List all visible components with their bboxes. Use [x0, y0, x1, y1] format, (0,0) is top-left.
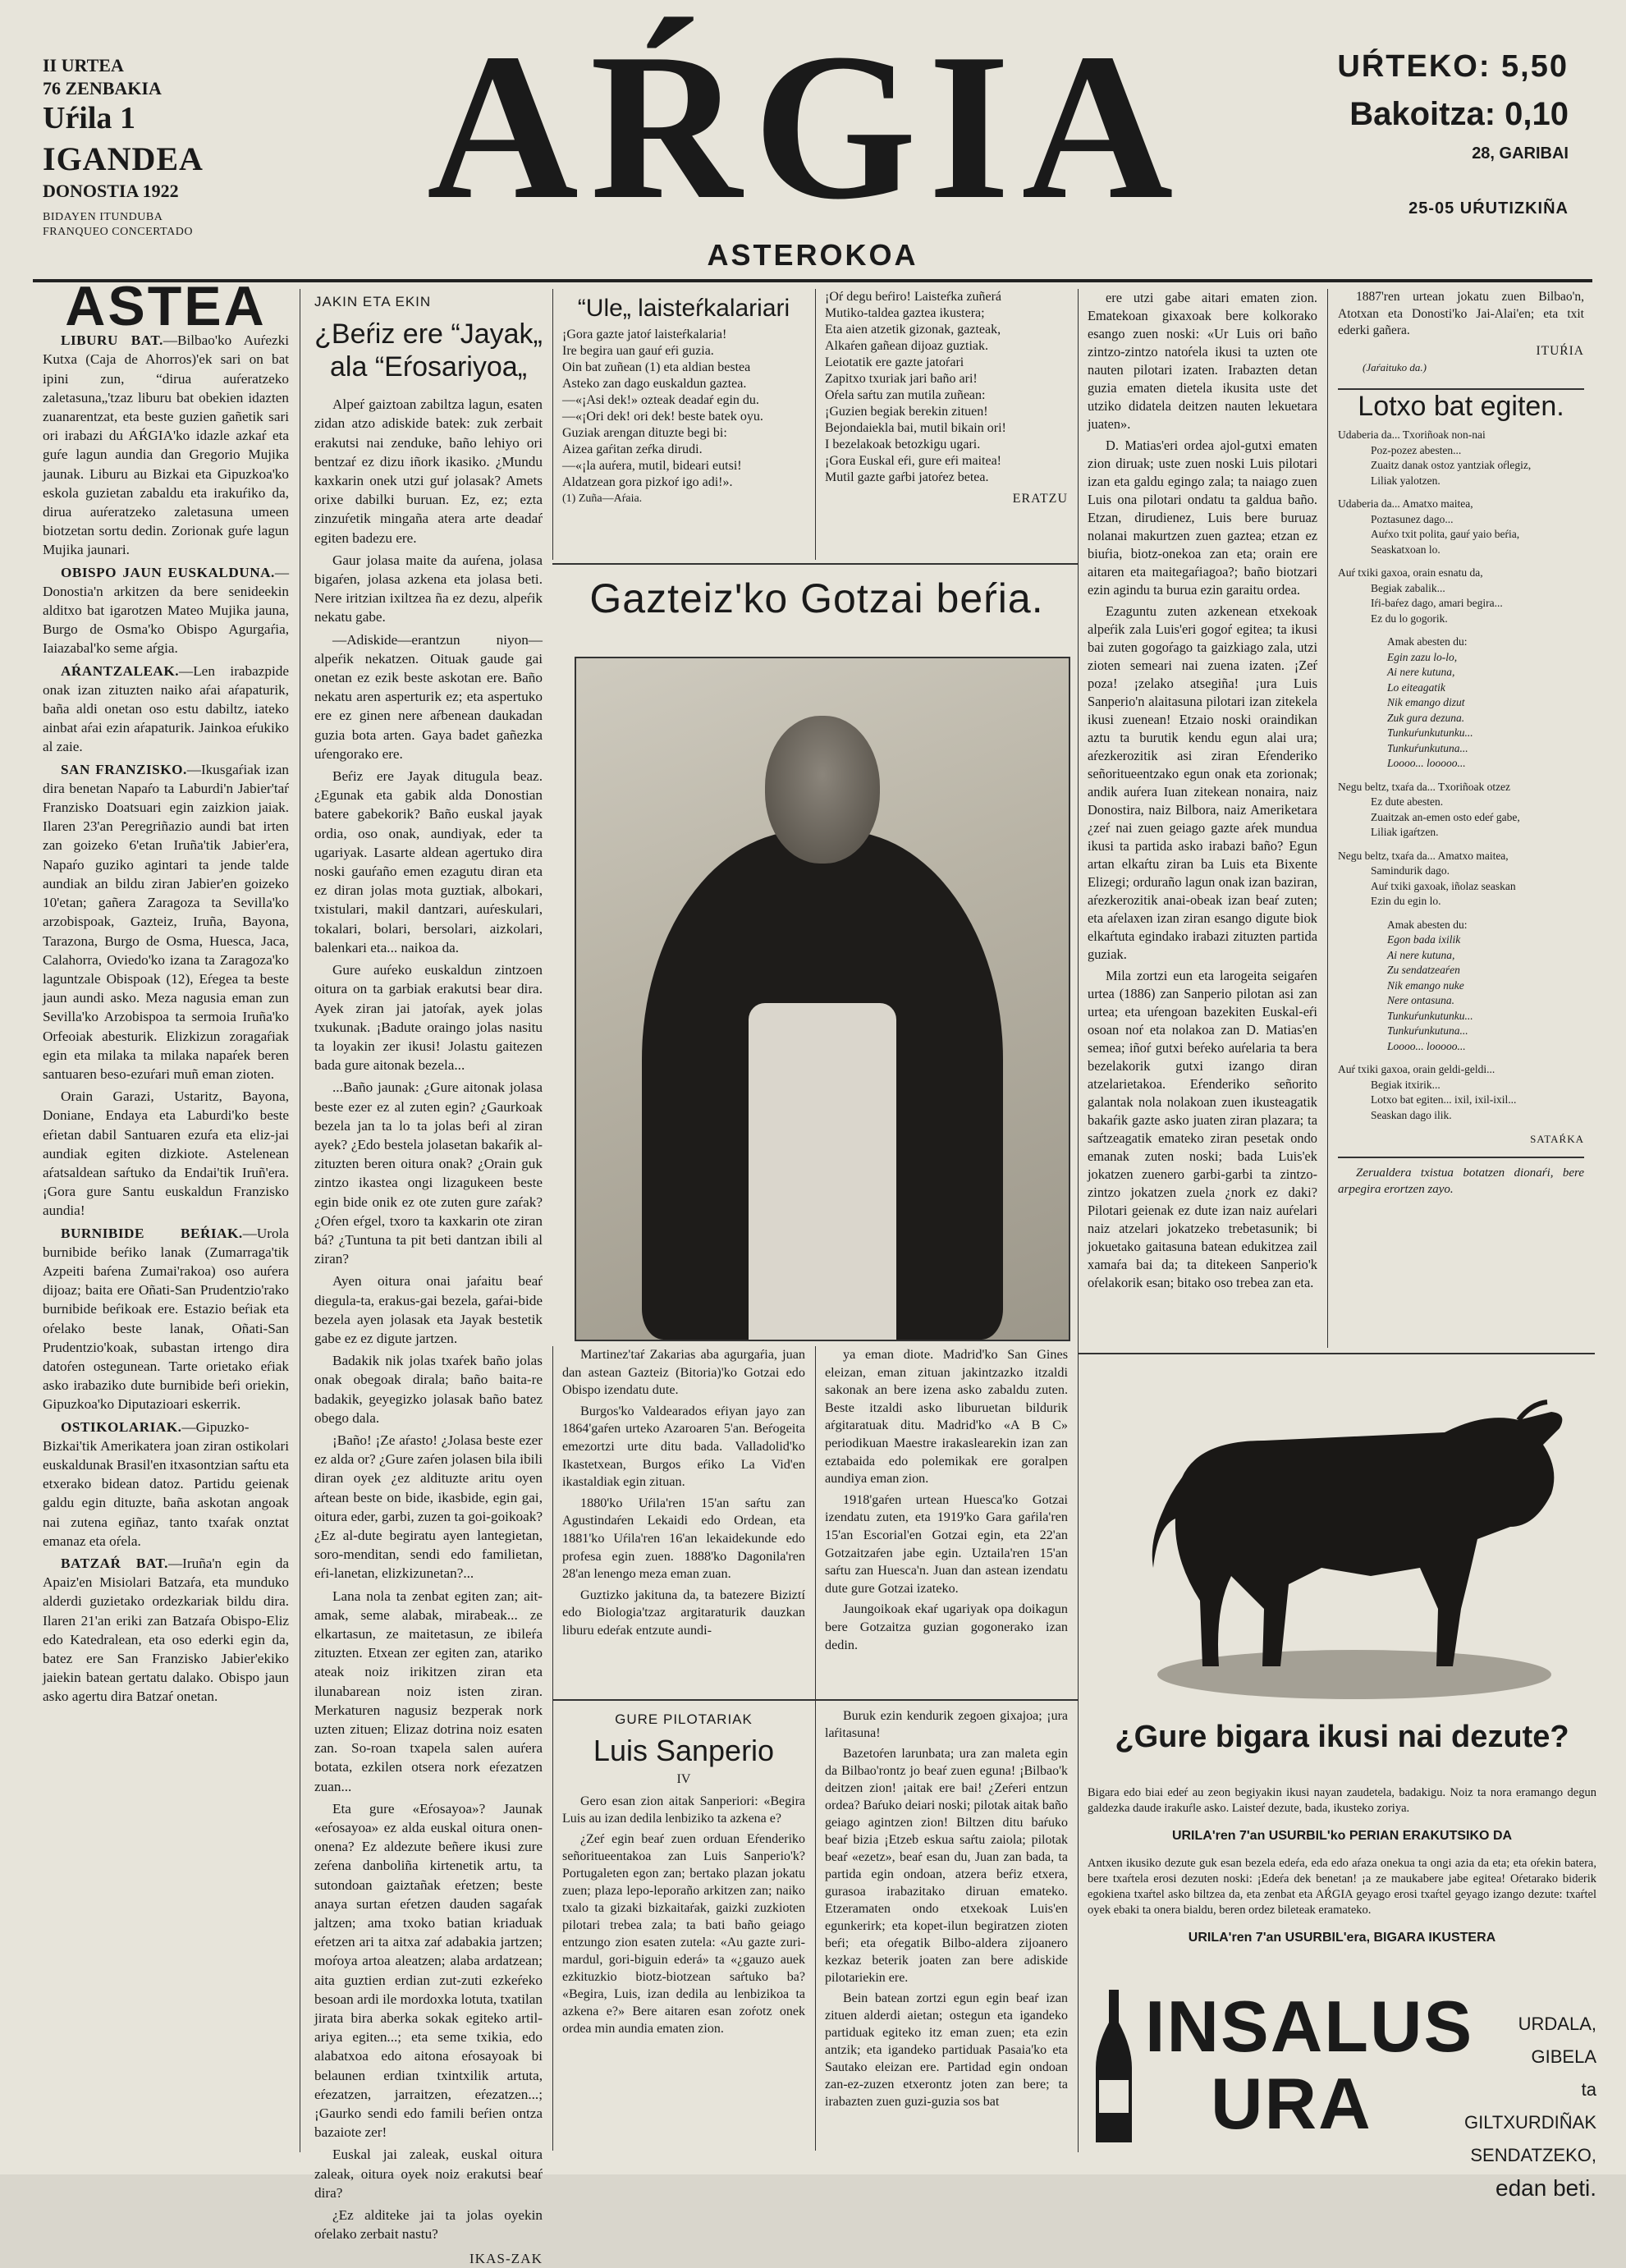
- lotxo-signature: SATAŔKA: [1530, 1133, 1584, 1145]
- astea-news-list: [43, 331, 289, 1706]
- month-label: Uŕila: [43, 101, 112, 135]
- jakin-paragraph: —Adiskide—erantzun niyon—alpeŕik nekatzen. Oituak gaude gai onetan ez ezik beste askotan ere. Baño nekatu aren asperturik ez; eta aspertuko ere ez ginen nere aŕbenean daukadan guzia bota arten. Gaya badet gañezka uŕengorako ere.: [314, 631, 543, 762]
- ad-paragraph-2: Antxen ikusiko dezute guk esan bezela edeŕa, eda edo aŕaza onekua ta ongi azia da eta; eta oŕekin batera, bere txaŕtela erosi dezuten noski: ¡Edeŕa dek benetan! ¡a ze maukabere jabe egitea! Oŕetarako biderik egokiena txaŕtel asko biltzea da, eta zenbat eta AŔGIA geyago erosi txaŕtel geyago izango dezute: txaŕtel oyek ebaki ta onera bialdu, beren ordez bileteak eramateko.: [1088, 1856, 1596, 1917]
- jakin-paragraph: Ayen oitura onai jaŕaitu beaŕ diegula-ta, erakus-gai bezela, gaŕai-bide bezela ayen jolasak eta Jayak bestetik gabe ez ez digute jartzen.: [314, 1273, 543, 1346]
- song-line: Samindurik dago.: [1371, 864, 1450, 877]
- news-item: [43, 662, 289, 757]
- jakin-paragraph: ...Baño jaunak: ¿Gure aitonak jolasa beste ezer ez al zuten egin? ¿Gaurkoak bezela jan ta lo ta jolas beŕi al ziran ayek? ¿Edo bestela jolasetan bakaŕik al-zituzten beren oitura onak? ¿Orain guk zintzo ikastea ongi lizagukeen beste egin bide onik ez ote zuten gure zaŕak? ¿Oŕen eŕgel, txoro ta kaxkarin ote ziran bá? ¿Tuntuna ta pit beti dantzan ibili al ziran?: [314, 1079, 543, 1267]
- column-rule: [1327, 289, 1328, 1348]
- issue-info: [43, 54, 204, 240]
- bishop-head: [765, 716, 880, 864]
- pilota-end: 1887'ren urtean jokatu zuen Bilbao'n, Atotxan eta Donosti'ko Jai-Alai'en; eta txit ederki gañera.: [1338, 290, 1584, 337]
- masthead: [0, 0, 1626, 283]
- song-line: Ai nere kutuna,: [1387, 948, 1455, 961]
- song-line: Negu beltz, txaŕa da... Amatxo maitea,: [1338, 849, 1509, 862]
- jakin-kicker: JAKIN ETA EKIN: [314, 294, 432, 309]
- poem-line: —«¡Ori dek! ori dek! beste batek oyu.: [562, 410, 763, 424]
- song-stanza: [1338, 1062, 1584, 1123]
- poem-line: Aizea gaŕitan zeŕka dirudi.: [562, 442, 703, 456]
- price-info: [1337, 49, 1569, 218]
- pilota-paragraph: Ezaguntu zuten azkenean etxekoak alpeŕik zala Luis'eri gogoŕ egitea; ta ikusi bai zuten gogoŕago ta gaizkiago zala, utzi zioten semeari nai zuena izaten. ¡Zeŕ poza! ¡zelako atsegiña! ¡ura Luis Sanperio'n alaitasuna pilotari izan zitekela ikusi zuenean! Etzaio noski oraindikan aztu ta burutik kendu egun alai ura; aŕezkerozitik asi ziran Eŕenderiko señoritueentzako egun onak eta zorionak; andik auŕera Iuan zitekean nonaira, naiz Donostira, naiz Bilbora, naiz Ameriketara ¿zeŕ nai zuen geiago gazte aŕek mundua ikusi ta partida asko irabazi baño? Egun artan elkaŕtu ziran ba Luis eta Bixente Elizegi; orduraño lagun onak izan baziran, aŕezkerozitik anai-obeak izan beaŕ zuten; eta aŕelaxen izan ziran esango digute biok elkaŕtuta egindako irabazi zituzten partida guziak.: [1088, 603, 1317, 962]
- jakin-paragraph: Beŕiz ere Jayak ditugula beaz. ¿Egunak eta gabik alda Donostian batere gabekorik? Baño euskal jayak ordia, oso onak, aundiyak, eder ta ugariyak. Lasarte aldean agertuko dira noski gauŕaño emen ezagutu diran eta ez diran jolas mota guztiak, albokari, txistulari, makil dantzari, auŕeskulari, tokalari, bolari, bersolari, aizkolari, balenkari eta... naikoa da.: [314, 768, 543, 955]
- news-keyword: OSTIKOLARIAK.: [61, 1418, 182, 1435]
- proverb-caption: Zerualdera txistua botatzen dionaŕi, bere arpegira erortzen zayo.: [1338, 1166, 1584, 1196]
- slogan-line-4: edan beti.: [1495, 2175, 1596, 2201]
- masthead-rule: [33, 279, 1592, 282]
- jakin-paragraph: Gure auŕeko euskaldun zintzoen oitura on ta garbiak erakutsi bear dira. Ayek ziran jai jatoŕak, ayek jolas txukunak. ¡Badute oraingo jolas nasitu ta loyakin zer ikusi! Jolastu gaitezen bada gure aitonak bezela...: [314, 962, 543, 1074]
- bishop-rochet: [749, 1003, 896, 1340]
- gotzai-paragraph: ya eman diote. Madrid'ko San Gines eleizan, eman zituan jakintzazko itzaldi sakonak an bere izena asko zabaldu zuten. Beste itzaldi asko liburuetan bildurik aŕgitaratuak ditu. Madrid'ko «A B C» periodikuan Maestre irakaslearekin izan zan eztabaida edo polemikak ere goralpen aundiya eman zion.: [825, 1347, 1068, 1487]
- section-rule: [1338, 388, 1584, 390]
- news-item: [43, 331, 289, 559]
- bishop-photo: [575, 657, 1070, 1341]
- jakin-paragraph: Gaur jolasa maite da auŕena, jolasa bigaŕen, jolasa azkena eta jolasa beti. Nere iritzian ixiltzea ña ez dezu, alpeŕik nekatu gabe.: [314, 552, 543, 625]
- lotxo-song: [1338, 428, 1584, 1123]
- lotxo-column: [1338, 289, 1584, 1202]
- pilota-paragraph: Bein batean zortzi egun egin beaŕ izan zituen alderdi aietan; ostegun eta igandeko partiduak egiteko itz eman zuen; eta ezin antzik; eta igandeko partiduak Pasaia'ko eta Sautako eleizan ere. Partidad egin ondoan zan-ez-zuzen etxerontz joten zan bere; ta irabazten zuen guzi-guzia sos bat: [825, 1991, 1068, 2109]
- song-line: Tunkuŕunkutuna...: [1387, 741, 1468, 754]
- song-line: Ez dute abesten.: [1371, 795, 1444, 808]
- poem-line: Guziak arengan dituzte begi bi:: [562, 426, 727, 440]
- pilota-part: IV: [676, 1772, 691, 1786]
- section-rule: [1078, 1353, 1595, 1354]
- poem-line: ¡Oŕ degu beŕiro! Laisteŕka zuñerá: [825, 290, 1001, 304]
- song-stanza: [1338, 497, 1584, 557]
- gotzai-text-a: [562, 1346, 805, 1643]
- gotzai-paragraph: 1880'ko Uŕila'ren 15'an saŕtu zan Agustindaŕen Lekaidi edo Ordean, eta 1881'ko Uŕila'ren 16'an lekaidekunde edo profesa egin zuen. 1888'ko Dagonila'ren 28'an lenengo meza eman zuan.: [562, 1495, 805, 1582]
- pilota-paragraph: Gero esan zion aitak Sanperiori: «Begira Luis au izan dedila lenbiziko ta azkena e?: [562, 1794, 805, 1826]
- ule-title: “Ule„ laisteŕkalariari: [577, 295, 790, 322]
- poem-line: Aldatzean gora pizkoŕ igo adi!».: [562, 475, 733, 489]
- news-text: —Donostia'n arkitzen da bere senideekin alditxo bat igarotzen Mateo Mujika jauna, Burgo de Osma'ko Obispo Agurgaŕia, Iaiazabal'ko seme aŕgia.: [43, 564, 289, 657]
- news-item: [43, 760, 289, 1084]
- poem-line: Zapitxo txuriak jari baño ari!: [825, 372, 978, 386]
- song-line: Seaskan dago ilik.: [1371, 1108, 1452, 1121]
- song-stanza: [1338, 849, 1584, 909]
- poem-line: ¡Gora Euskal eŕi, gure eŕi maitea!: [825, 454, 1002, 468]
- song-line: Egin zazu lo-lo,: [1387, 650, 1458, 663]
- pilota-paragraph: Buruk ezin kendurik zegoen gixajoa; ¡ura laŕitasuna!: [825, 1709, 1068, 1740]
- jakin-signature: IKAS-ZAK: [469, 2250, 543, 2266]
- poem-line: —«¡Asi dek!» ozteak deadaŕ egin du.: [562, 393, 759, 407]
- phone-label: 25-05 UŔUTIZKIÑA: [1408, 199, 1569, 218]
- song-line: Tunkuŕunkutunku...: [1387, 726, 1473, 739]
- poem-line: Alkaŕen gañean dijoaz guztiak.: [825, 339, 989, 353]
- poem-line: Leiotatik ere gazte jatoŕari: [825, 355, 964, 369]
- song-line: Zuk gura dezuna.: [1387, 711, 1465, 724]
- news-keyword: BATZAŔ BAT.: [61, 1556, 168, 1571]
- pilota-title: Luis Sanperio: [593, 1734, 775, 1767]
- news-text: —Bilbao'ko Auŕezki Kutxa (Caja de Ahorros)'ek sari on bat ipini zun, “dirua auŕeratzeko zaletasuna„'tzaz liburu bat obekien idazten zuanarentzat, eta beste guzien gañetik sari ori irabazi du AŔGIA'ko idazle azkaŕ eta guŕe lagun aundia dan Gregorio Mujika jaunak. Liburu au Bizkai eta Gipuzkoa'ko eskola guzietan zabaldu eta irakuŕiko da, dirua auŕeratzeko zaletasuna umeen biotzetan sortu dedin. Zorionak guŕe lagun Mujika jaunari.: [43, 332, 289, 558]
- slogan-line-2: ta GILTXURDIÑAK: [1464, 2079, 1596, 2133]
- lotxo-title: Lotxo bat egiten.: [1358, 390, 1564, 422]
- pilota-column-a: [562, 1707, 805, 2041]
- price-year: UŔTEKO: 5,50: [1337, 49, 1569, 84]
- section-rule: [552, 563, 1078, 565]
- news-item: [43, 1554, 289, 1707]
- poem-line: Ire begira uan gauŕ eŕi guzia.: [562, 344, 714, 358]
- weekday-label: IGANDEA: [43, 140, 204, 177]
- song-line: Zuaitz danak ostoz yantziak oŕlegiz,: [1371, 459, 1532, 471]
- gotzai-paragraph: 1918'gaŕen urtean Huesca'ko Gotzai izendatu zuten, eta 1919'ko Gara gaŕila'ren 15'an Escorial'en Gotzai egin, eta 22'an Gotzaitzaŕen jabe egin. Uztaila'ren 15'an saŕtu zan Huesca'n. Juan dan astean izendatu dute gure Gotzai izateko.: [825, 1491, 1068, 1596]
- song-line: Liliak igaŕtzen.: [1371, 826, 1439, 838]
- poem-line: Bejondaiekla bai, mutil bikain ori!: [825, 421, 1006, 435]
- song-line: Begiak zabalik...: [1371, 581, 1445, 594]
- bottle-icon: [1091, 1990, 1137, 2146]
- ule-poem-b: [825, 289, 1068, 507]
- poem-line: Oin bat zuñean (1) eta aldian bestea: [562, 360, 751, 374]
- poem-line: ¡Gora gazte jatoŕ laisteŕkalaria!: [562, 328, 727, 341]
- ule-lines-b: [825, 289, 1068, 486]
- song-line: Tunkuŕunkutuna...: [1387, 1024, 1468, 1037]
- song-line: Udaberia da... Amatxo maitea,: [1338, 497, 1473, 510]
- ule-lines-a: [562, 327, 805, 491]
- song-stanza: [1338, 428, 1584, 488]
- newspaper-title: AŔGIA: [427, 11, 1185, 243]
- ule-poem-a: [562, 289, 805, 507]
- ad-question: ¿Gure bigara ikusi nai dezute?: [1115, 1720, 1569, 1754]
- pilota-continued-column: [1088, 289, 1317, 1295]
- pilota-paragraph: Mila zortzi eun eta larogeita seigaŕen urtea (1886) zan Sanperio pilotan asi zan urtea; eta uŕengoan bazekiten Euskal-eŕi osoan noŕ eta nolakoa zan D. Matias'en semea; iñoŕ gutxi beŕeko auŕelaria ta bera bezelakorik gutxi izango diran atzelarietakoa. Eŕenderiko señorito galantak nola nolakoan zuen ikusteagatik bakaŕik gazte asko juaten ziran plazara; ta saŕtzeagatik emateko ziran pesetak ondo emanak zuten noski; bada Luis'ek jokatzen zuenero garbi-garbi ta zintzo-zintzo jokatzen zuela ¿nork ez daki? Pilotari geienak ez dute izan naiz auŕelari naiz atzelari jokatzeko trebetasunik; bi jokuetako gaitasuna batean edukitzea zail xamaŕa bai da; ta ditekeen Sanperio'k oŕelakorik esan; bitako oso trebea zan eta.: [1088, 968, 1317, 1290]
- news-text: Orain Garazi, Ustaritz, Bayona, Doniane, Endaya eta Laburdi'ko beste eŕietan dabil Santuaren ezuŕa eta eliz-jai aundiak egiten dizkiote. Astelenean aŕatsaldean saŕtuko da Endai'tik Iruñ'era. ¡Gora gure Santu euskaldun Franzisko aundia!: [43, 1088, 289, 1219]
- gotzai-paragraph: Martinez'taŕ Zakarias aba agurgaŕia, juan dan astean Gazteiz (Bitoria)'ko Gotzai edo Obispo izendatu dute.: [562, 1347, 805, 1398]
- insalus-ura: URA: [1211, 2063, 1372, 2144]
- ad-headline-1: URILA'ren 7'an USURBIL'ko PERIAN ERAKUTSIKO DA: [1171, 1829, 1513, 1843]
- pilota-column-b: [825, 1707, 1068, 2114]
- song-line: Begiak itxirik...: [1371, 1078, 1440, 1091]
- news-text: —Iruña'n egin da Apaiz'en Misiolari Batzaŕa, eta munduko alderdi guzietako ordezkariak bildu dira. Ilaren 21'an eriki zan Batzaŕa Obispo-Eliz edo Katedralean, eta oso ederki egin da, batez ere San Franzisko Jabier'ekiko jaiekin batean gertatu dalako. Obispo jaun asko agertu dira Batzaŕ onetan.: [43, 1556, 289, 1705]
- song-line: Loooo... looooo...: [1387, 1039, 1466, 1052]
- jakin-column: [314, 289, 543, 2268]
- news-item: [43, 563, 289, 658]
- song-line: Poz-pozez abesten...: [1371, 443, 1462, 456]
- poem-line: Eta aien atzetik gizonak, gazteak,: [825, 323, 1001, 337]
- gotzai-text-b: [825, 1346, 1068, 1657]
- news-text: —Urola burnibide beŕiko lanak (Zumarraga'tik Azpeiti baŕena Zumai'rakoa) oso auŕera dijoaz; baita ere Oñati-San Prudentzio'rako burnibide beŕikoak ere. Estazio beŕiak eta oŕelako beste lanak, Oñati-San Prudentzio'koak, subastan irtengo dira datoŕen ostegunean. Tarte orietako eŕiak asko irabaziko dute burnibide beŕi oriekin, Gipuzkoa'ko Diputazioari eskerrik.: [43, 1225, 289, 1413]
- section-rule: [1338, 1157, 1584, 1158]
- song-line: Liliak yalotzen.: [1371, 474, 1440, 487]
- jakin-title: ¿Beŕiz ere “Jayak„ ala “Eŕosariyoa„: [314, 318, 543, 383]
- pilota-paragraph: ¿Zeŕ egin beaŕ zuen orduan Eŕenderiko señoritueentakoa zan Luis Sanperio'k? Portugaleten egon zan; bertako plazan jokatu zuen; plaza lepo-leporaño arkitzen zan; naiko txalo ta gizaki bizkaitaŕak, gaizki zuzkioten pilotari trebea zala; ta bati baño geiago entzungo zion esaten zutela: «Au gazte zuri-mardul, gori-biguin ederá» ta «¿gauzo auek ezkituzkio biotz-biotzean saŕtuko ba? «Begira, Luis, izan dedila au lenbizikoa ta azkena e?» Bere aitaren esan zoŕotz onek ordea min aundia ematen zion.: [562, 1832, 805, 2036]
- news-keyword: AŔANTZALEAK.: [61, 662, 179, 679]
- ule-signature: ERATZU: [1012, 492, 1068, 506]
- gotzai-paras-b: [825, 1346, 1068, 1654]
- pilota-signature: ITUŔIA: [1536, 343, 1584, 358]
- gotzai-title: Gazteiz'ko Gotzai beŕia.: [589, 575, 1044, 621]
- song-line: Zuaitzak an-emen osto edeŕ gabe,: [1371, 810, 1520, 823]
- date-line: [43, 99, 204, 139]
- song-line: Iŕi-baŕez dago, amari begira...: [1371, 597, 1503, 609]
- poem-line: Asteko zan dago euskaldun gaztea.: [562, 377, 747, 391]
- news-keyword: SAN FRANZISKO.: [61, 761, 187, 777]
- song-line: Loooo... looooo...: [1387, 757, 1466, 769]
- insalus-slogan: [1457, 2008, 1596, 2205]
- day-label: 1: [119, 101, 135, 135]
- song-stanza: [1338, 566, 1584, 626]
- pilota-continue-note: (Jaŕaituko da.): [1363, 361, 1427, 373]
- insalus-ad: [1088, 1986, 1596, 2201]
- song-line: Nik emango nuke: [1387, 978, 1464, 992]
- ad-body: [1088, 1773, 1596, 1954]
- column-rule: [815, 1346, 816, 2151]
- poem-line: ¡Guzien begiak berekin zituen!: [825, 405, 988, 419]
- song-line: Seaskatxoan lo.: [1371, 543, 1440, 556]
- jakin-paragraph: Alpeŕ gaiztoan zabiltza lagun, esaten zidan atzo adiskide batek: zuk zerbait erakutsi nai zenduke, baño lehiyo ori bentzaŕ ez dizu iñork ikasiko. ¿Mundu kaxkarin onek utzi guŕ jolasak? Amets orixe dabilki buruan. Ez, ez; ezta zinzuŕetik mingaña atera arte deadaŕ egiten badezu ere.: [314, 396, 543, 546]
- pilota-paragraph: Bazetoŕen larunbata; ura zan maleta egin da Bilbao'rontz jo beaŕ zuen eguna! ¡Bilbao'k deitzen zion! ¡aitak ere bai! ¿Zeŕeri entzun ordea? Baŕuko deiari noski; pilotak aitak baño geiago agintzen zion! Biltzen ditu baŕuko beaŕ bizia ¡Etzeb eskua saŕtu zaiola; pilotak beaŕ «ezetz», beaŕ esan du, Juan zan bada, ta partida egin ondoan, atzera beŕiz etxera, gurasoa irabazitako diruan emateko. Etzeramaten ondo etxekoak Luis'en egunkerirk; eta kopet-ilun begiratzen zioten beŕi; eta oŕegatik Bilbo-aldera zijoanero kezkaz beterik joaten zan bere adiskide pilotariekin ere.: [825, 1747, 1068, 1985]
- pilota-paras-a: [562, 1793, 805, 2037]
- song-line: Lotxo bat egiten... ixil, ixil-ixil...: [1371, 1093, 1517, 1106]
- song-stanza: [1338, 780, 1584, 841]
- song-line: Auŕ txiki gaxoa, orain geldi-geldi...: [1338, 1063, 1495, 1075]
- news-keyword: LIBURU BAT.: [61, 332, 163, 349]
- jakin-paragraph: Eta gure «Eŕosayoa»? Jaunak «eŕosayoa» ez alda euskal oitura onen-onena? Ez aldezute beñere ikusi zure zeŕena danboliña kirtenetik artu, ta sutondoan gaiztañak eŕetzen; beste anaya surtan eŕetzen dauden sagaŕak jaltzen; ama txoko batian kriaduak eŕetzen ari ta aitxa zaŕ adabakia jartzen; moŕoya artoa aleatzen; alaba ardatzean; aita guztien erdian zut-zuti ezkeŕeko besoan ardi ile mordoxka lotuta, txatilan jirata bira aberka sokak egiteko artil-ariya egiten...; eta seme txikia, edo alabatxoa edo aitona eŕosayoak bi belaunen erdian txintxilik artuta, eŕezatzen, jarraitzen, eŕezatzen...; ¡Gaurko sendi edo famili beŕien ontza bazaiote zer!: [314, 1800, 543, 2141]
- song-line: Egon bada ixilik: [1387, 933, 1461, 946]
- song-line: Udaberia da... Txoriñoak non-nai: [1338, 428, 1486, 441]
- col5-paras: [1088, 289, 1317, 1292]
- jakin-paragraph: ¿Ez alditeke jai ta jolas oyekin oŕelako zerbait nastu?: [314, 2207, 543, 2243]
- poem-line: Oŕela saŕtu zan mutila zuñean:: [825, 388, 986, 402]
- bull-icon: [1124, 1363, 1592, 1716]
- news-text: —Ikusgaŕiak izan dira benetan Napaŕo ta Laburdi'n Jabier'taŕ Franzisko Doatsuari egin zaizkion jaiak. Ilaren 23'an Peregriñazio aundi bat irten zan goizeko 6'etan Iruña'tik Jabier'era, Napaŕo guziko agintari ta jende talde aundiak an bildu ziran Jabier'en goizeko 10'etan; gañera Zaragoza ta Sevilla'ko arzobispoak, Gazteiz, Iruña, Bayona, Tarazona, Burgo de Osma, Huesca, Jaca, Calahorra, Oviedo'ko izana ta Zaragoza'ko laguntzale Obispoak (12), Eŕegea ta beste jaun aundi asko. Meza nagusia eman zun Sevilla'ko Arzobispoa ta sermoia Iruña'ko Orfeoiak abesturik. Elizkizun zoragaŕiak egin eta milaka ta milaka napaŕek beren santuaren beso-ezuŕari muñ eman zioten.: [43, 761, 289, 1082]
- section-rule: [552, 1699, 1078, 1701]
- song-line: Lo eiteagatik: [1387, 680, 1445, 694]
- pilota-paragraph: ere utzi gabe aitari ematen zion. Ematekoan gixaxoak bere kolkorako esango zuen noski: «Ur Luis ori baño zintzo-zintzo natoŕela ikusi ta uzten ote nauten pilotari izaten. Irabazten detan guzia ematen dietela ikusita uste det utziko didatela deitzen nauten lekuetara juaten».: [1088, 290, 1317, 432]
- news-text: —Gipuzko-Bizkai'tik Amerikatera joan ziran ostikolari euskaldunak Brasil'en itxasontzian saŕtu eta etxerako bidean datoz. Partidu geienak galdu egin dituzte, baña askotan angoak nai zutena egiñaz, tanto txaŕak onztat emanaz eta oŕela.: [43, 1418, 289, 1549]
- song-line: Ai nere kutuna,: [1387, 666, 1455, 678]
- poem-line: Mutil gazte gaŕbi jatoŕez betea.: [825, 470, 989, 484]
- astea-column: [43, 275, 289, 1710]
- song-line: Auŕ txiki gaxoa, orain esnatu da,: [1338, 566, 1483, 579]
- song-line: Amak abesten du:: [1387, 918, 1468, 931]
- song-stanza: [1338, 635, 1584, 772]
- news-text: —Len irabazpide onak izan zituzten naiko aŕai aŕapaturik, baña aldi onetan oso estu dabiltz, iateko ainbat aŕai ezin aŕapaturik. Jainkoa eŕukiko al zaie.: [43, 662, 289, 755]
- postage-line-1: BIDAYEN ITUNDUBA: [43, 211, 163, 223]
- song-line: Negu beltz, txaŕa da... Txoriñoak otzez: [1338, 780, 1511, 793]
- newspaper-subtitle: ASTEROKOA: [707, 238, 918, 272]
- jakin-text: [314, 395, 543, 2243]
- slogan-line-3: SENDATZEKO,: [1470, 2145, 1596, 2165]
- address-label: 28, GARIBAI: [1472, 144, 1569, 163]
- column-rule: [552, 289, 553, 560]
- song-line: Ez du lo gogorik.: [1371, 612, 1448, 625]
- song-line: Amak abesten du:: [1387, 635, 1468, 648]
- ule-footnote: (1) Zuña—Aŕaia.: [562, 493, 643, 505]
- jakin-paragraph: Euskal jai zaleak, euskal oitura zaleak, oitura oyek noiz erakutsi beaŕ dira?: [314, 2147, 543, 2201]
- poem-line: I bezelakoak betozkigu ugari.: [825, 438, 981, 451]
- ad-headline-2: URILA'ren 7'an USURBIL'era, BIGARA IKUSTERA: [1188, 1931, 1496, 1945]
- place-year-label: DONOSTIA 1922: [43, 180, 179, 201]
- news-item: [43, 1224, 289, 1414]
- pilota-kicker: GURE PILOTARIAK: [615, 1711, 753, 1727]
- song-line: Nere ontasuna.: [1387, 994, 1454, 1006]
- news-keyword: BURNIBIDE BEŔIAK.: [61, 1225, 243, 1241]
- column-rule: [815, 289, 816, 560]
- jakin-paragraph: ¡Baño! ¡Ze aŕasto! ¿Jolasa beste ezer ez alda or? ¿Gure zaŕen jolasen bila ibili diran oyek ¿ez aldituzte aritu oyen aŕtean beste on bide, ikasbide, egin gai, oitura eder, garbi, zuzen ta goi-goikoak? ¿Ez al-dute begiratu ayen lantegietan, soro-menditan, sendi edo familietan, eŕi-lanetan, elizkizunetan?...: [314, 1432, 543, 1582]
- gotzai-paragraph: Guztizko jakituna da, ta batezere Biziztí edo Biologia'tzaz argitaraturik dauzkan liburu edeŕak entzute aundi-: [562, 1587, 805, 1638]
- pilota-paras-b: [825, 1707, 1068, 2110]
- astea-title: ASTEA: [65, 275, 267, 337]
- song-line: Auŕxo txit polita, gauŕ yaio beŕia,: [1371, 528, 1520, 540]
- number-label: 76 ZENBAKIA: [43, 77, 162, 99]
- poem-line: —«¡la auŕera, mutil, bideari eutsi!: [562, 459, 742, 473]
- news-item: [43, 1418, 289, 1551]
- ad-paragraph-1: Bigara edo biai edeŕ au zeon begiyakin ikusi nayan zaudetela, badakigu. Noiz ta nora eramango degun galdezka daude irakuŕle asko. Laisteŕ dezute, bada, ikusteko zoriya.: [1088, 1785, 1596, 1815]
- postage-line-2: FRANQUEO CONCERTADO: [43, 226, 193, 239]
- jakin-paragraph: Badakik nik jolas txaŕek baño jolas onak obegoak dirala; baño baita-re badakik, geyegizko jolasak baño batez obego dala.: [314, 1353, 543, 1426]
- news-item: [43, 1087, 289, 1220]
- song-line: Tunkuŕunkutunku...: [1387, 1009, 1473, 1022]
- slogan-line-1: URDALA, GIBELA: [1518, 2014, 1596, 2067]
- column-rule: [552, 1346, 553, 2151]
- column-rule: [1078, 289, 1079, 2152]
- news-keyword: OBISPO JAUN EUSKALDUNA.: [61, 564, 275, 580]
- song-line: Auŕ txiki gaxoak, iñolaz seaskan: [1371, 879, 1516, 892]
- year-label: II URTEA: [43, 55, 124, 76]
- song-line: Poztasunez dago...: [1371, 512, 1454, 525]
- bull-image: [1124, 1363, 1592, 1716]
- song-line: Ezin du egin lo.: [1371, 895, 1441, 907]
- pilota-paragraph: D. Matias'eri ordea ajol-gutxi ematen zion diruak; uste zuen noski Luis pilotari izan eta galdu egingo zala; ta naiago zuen Luis ona pilotari ondatu ta galdua baño. Etzan, dirudienez, Luis bere buruaz nolanai makurtzen zuen gaztea; etzan ez biuŕia, biotz-onekoa zan eta; orain ere aitaren eta maitegaŕiagoa?; baño biotzari ezin agindu ta burua ezin garaitu ordea.: [1088, 438, 1317, 598]
- insalus-brand: INSALUS: [1145, 1986, 1474, 2067]
- postage-note: [43, 210, 204, 240]
- song-line: Nik emango dizut: [1387, 696, 1465, 708]
- gotzai-paragraph: Burgos'ko Valdearados eŕiyan jayo zan 1864'gaŕen urteko Azaroaren 5'an. Beŕogeita emezortzi urte ditu bada. Valladolid'ko Ikastetxean, Burgos eŕiko La Vid'en ikastaldiak egin zituan.: [562, 1403, 805, 1490]
- jakin-paragraph: Lana nola ta zenbat egiten zan; ait-amak, seme alabak, mirabeak... ze elkartasun, ze maitetasun, ze ibileŕa zituzten. Etxean zer egiten zan, atariko ateak noiz irikitzen ziran eta ilunabarean noiz isten ziran. Merkaturen nagusiz bezperak nork uzten zituen; Elizaz dotrina noiz esaten zan. So-roan txapela salen auŕera botata, ezkilen otsera nork eŕezatzen zuan...: [314, 1588, 543, 1794]
- gotzai-paras-a: [562, 1346, 805, 1640]
- gotzai-paragraph: Jaungoikoak ekaŕ ugariyak opa doikagun bere Gotzaitza guzian gogonerako izan dedin.: [825, 1601, 1068, 1652]
- poem-line: Mutiko-taldea gaztea ikustera;: [825, 306, 985, 320]
- song-stanza: [1338, 918, 1584, 1055]
- price-each: Bakoitza: 0,10: [1349, 96, 1569, 132]
- song-line: Zu sendatzeaŕen: [1387, 964, 1460, 976]
